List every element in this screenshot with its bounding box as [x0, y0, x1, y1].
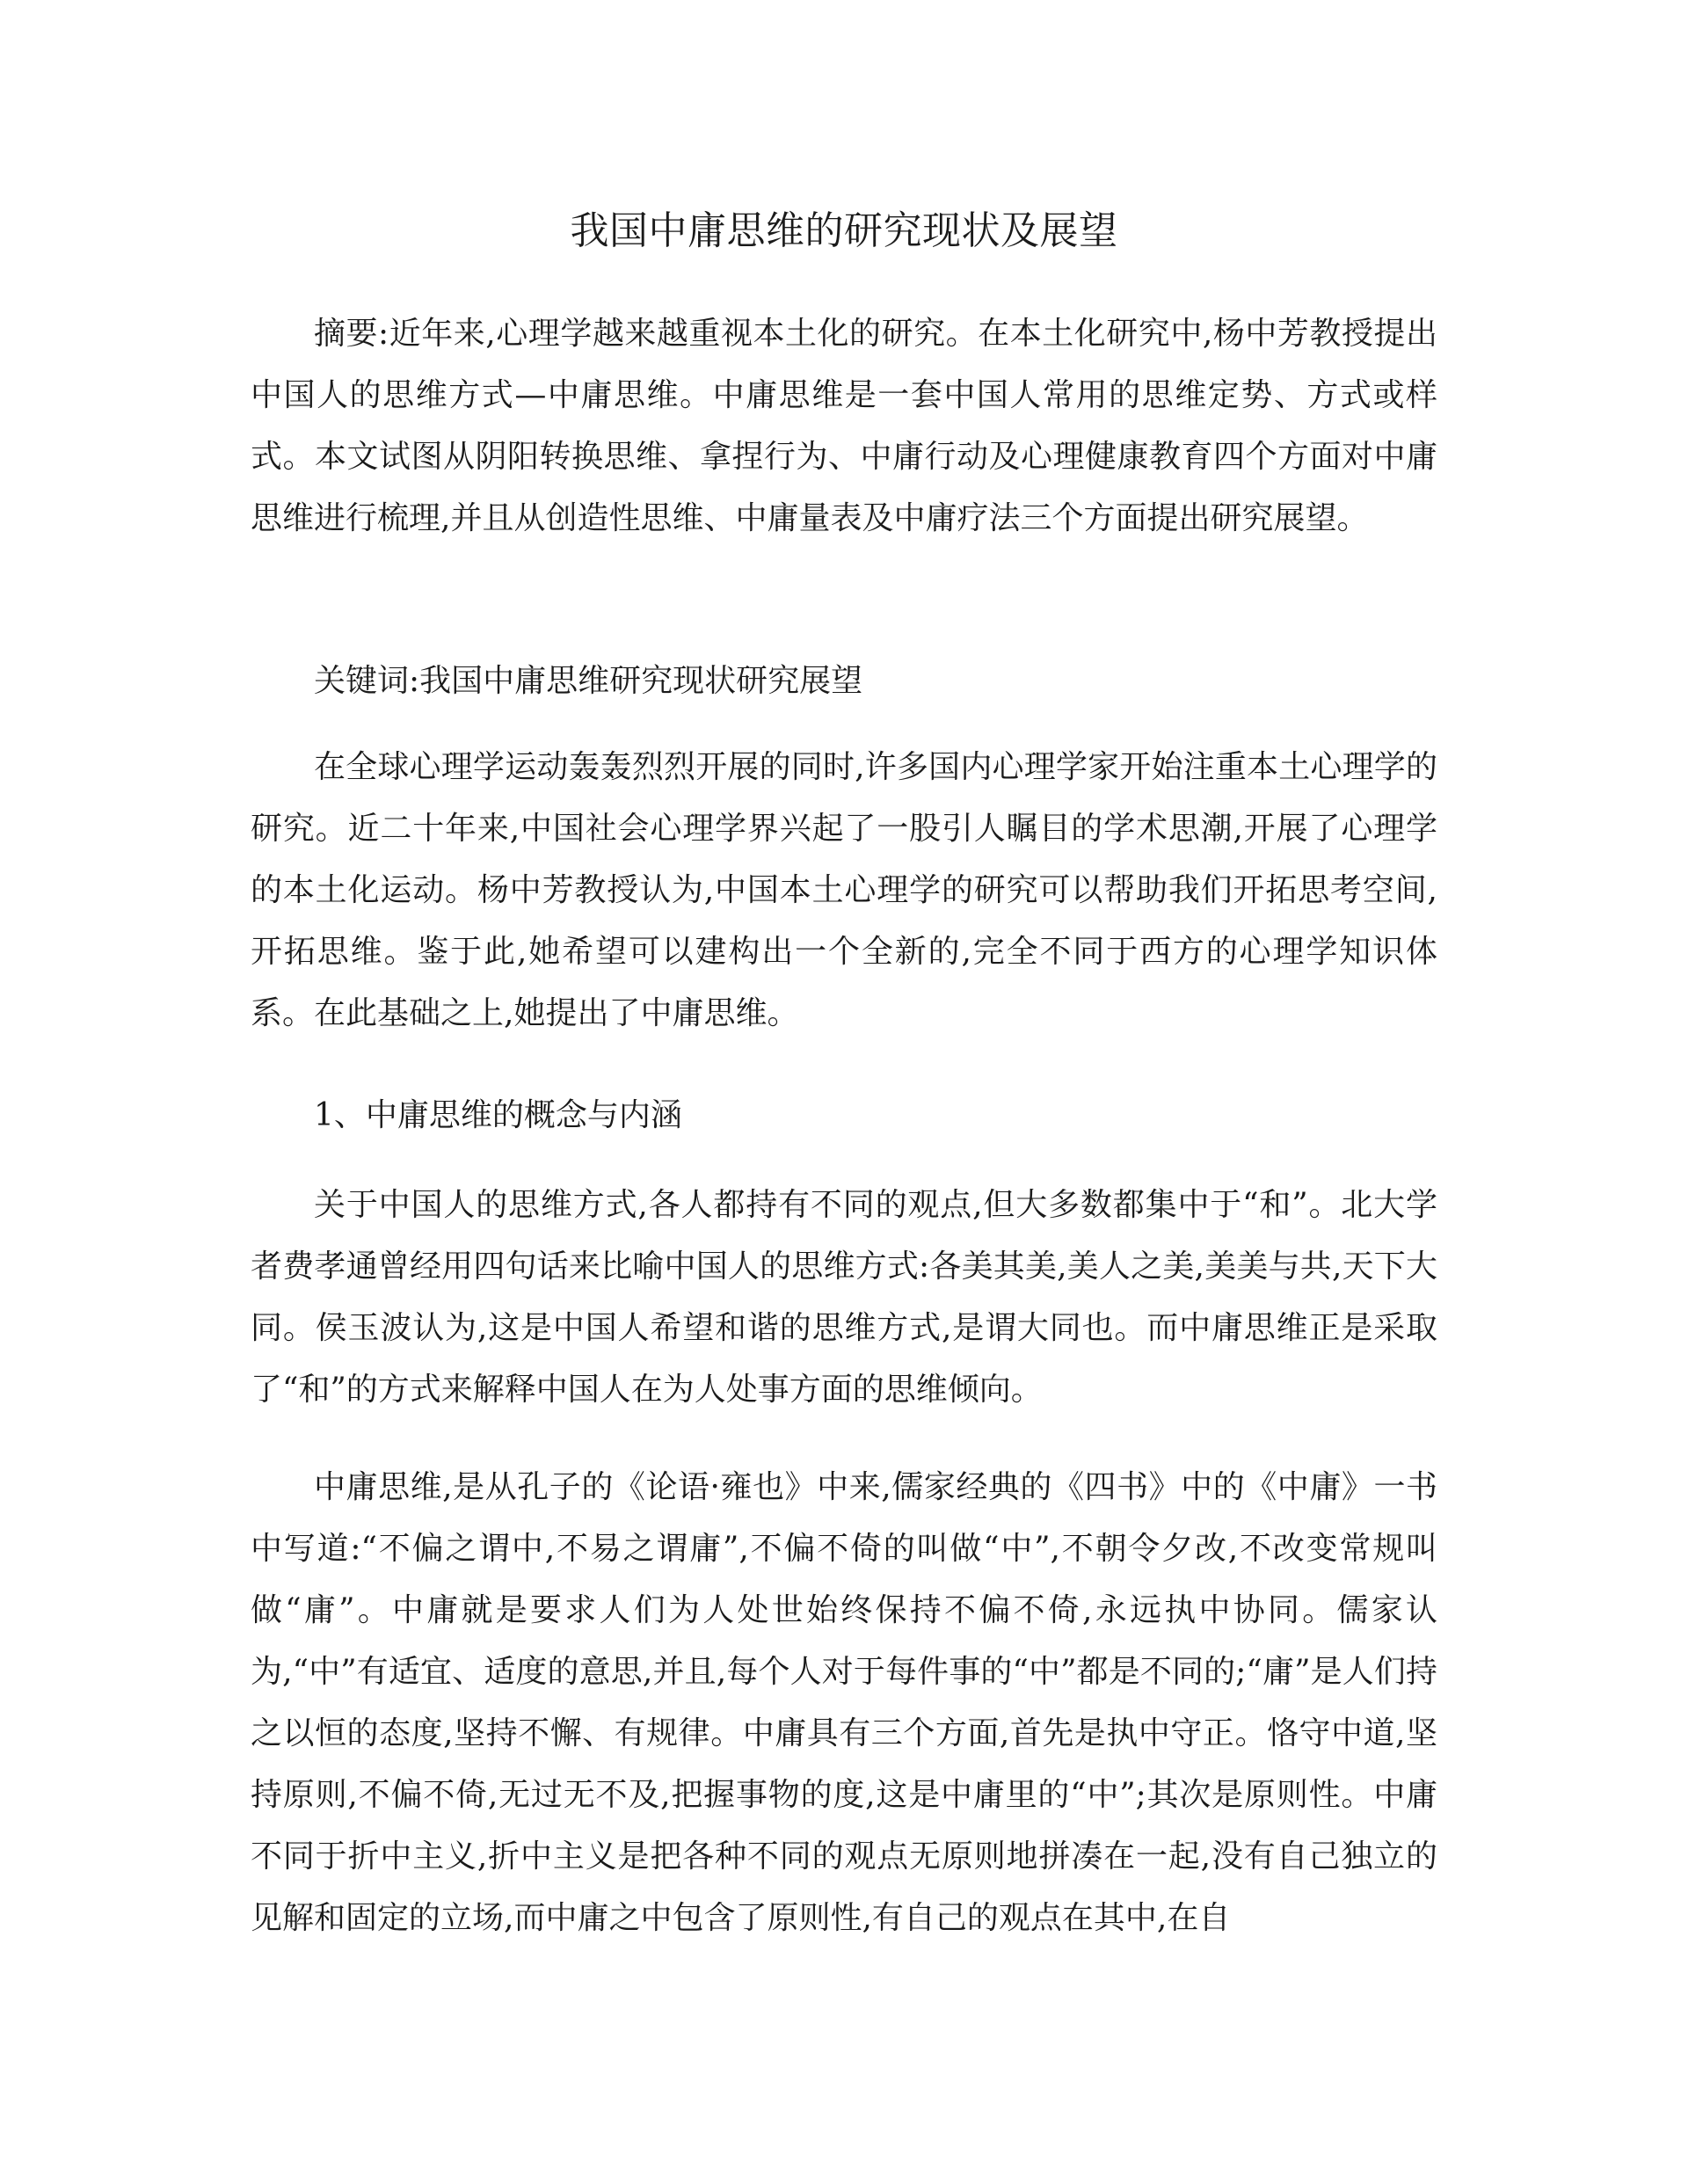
- body-paragraph: 关于中国人的思维方式,各人都持有不同的观点,但大多数都集中于“和”。北大学者费孝通曾经用四句话来比喻中国人的思维方式:各美其美,美人之美,美美与共,天下大同。侯玉波认为,这是中国人希望和谐的思维方式,是谓大同也。而中庸思维正是采取了“和”的方式来解释中国人在为人处事方面的思维倾向。: [251, 1187, 1437, 1408]
- keywords-line: 关键词:我国中庸思维研究现状研究展望: [314, 663, 863, 699]
- abstract-paragraph: 摘要:近年来,心理学越来越重视本土化的研究。在本土化研究中,杨中芳教授提出中国人的思维方式—中庸思维。中庸思维是一套中国人常用的思维定势、方式或样式。本文试图从阴阳转换思维、拿捏行为、中庸行动及心理健康教育四个方面对中庸思维进行梳理,并且从创造性思维、中庸量表及中庸疗法三个方面提出研究展望。: [251, 316, 1437, 536]
- intro-paragraph: 在全球心理学运动轰轰烈烈开展的同时,许多国内心理学家开始注重本土心理学的研究。近二十年来,中国社会心理学界兴起了一股引人瞩目的学术思潮,开展了心理学的本土化运动。杨中芳教授认为,中国本土心理学的研究可以帮助我们开拓思考空间,开拓思维。鉴于此,她希望可以建构出一个全新的,完全不同于西方的心理学知识体系。在此基础之上,她提出了中庸思维。: [251, 749, 1437, 1031]
- body-paragraph: 中庸思维,是从孔子的《论语·雍也》中来,儒家经典的《四书》中的《中庸》一书中写道:“不偏之谓中,不易之谓庸”,不偏不倚的叫做“中”,不朝令夕改,不改变常规叫做“庸”。中庸就是要求人们为人处世始终保持不偏不倚,永远执中协同。儒家认为,“中”有适宜、适度的意思,并且,每个人对于每件事的“中”都是不同的;“庸”是人们持之以恒的态度,坚持不懈、有规律。中庸具有三个方面,首先是执中守正。恪守中道,坚持原则,不偏不倚,无过无不及,把握事物的度,这是中庸里的“中”;其次是原则性。中庸不同于折中主义,折中主义是把各种不同的观点无原则地拼凑在一起,没有自己独立的见解和固定的立场,而中庸之中包含了原则性,有自己的观点在其中,在自: [251, 1469, 1437, 1936]
- document-title: 我国中庸思维的研究现状及展望: [570, 208, 1118, 253]
- section-heading: 1、中庸思维的概念与内涵: [314, 1097, 682, 1133]
